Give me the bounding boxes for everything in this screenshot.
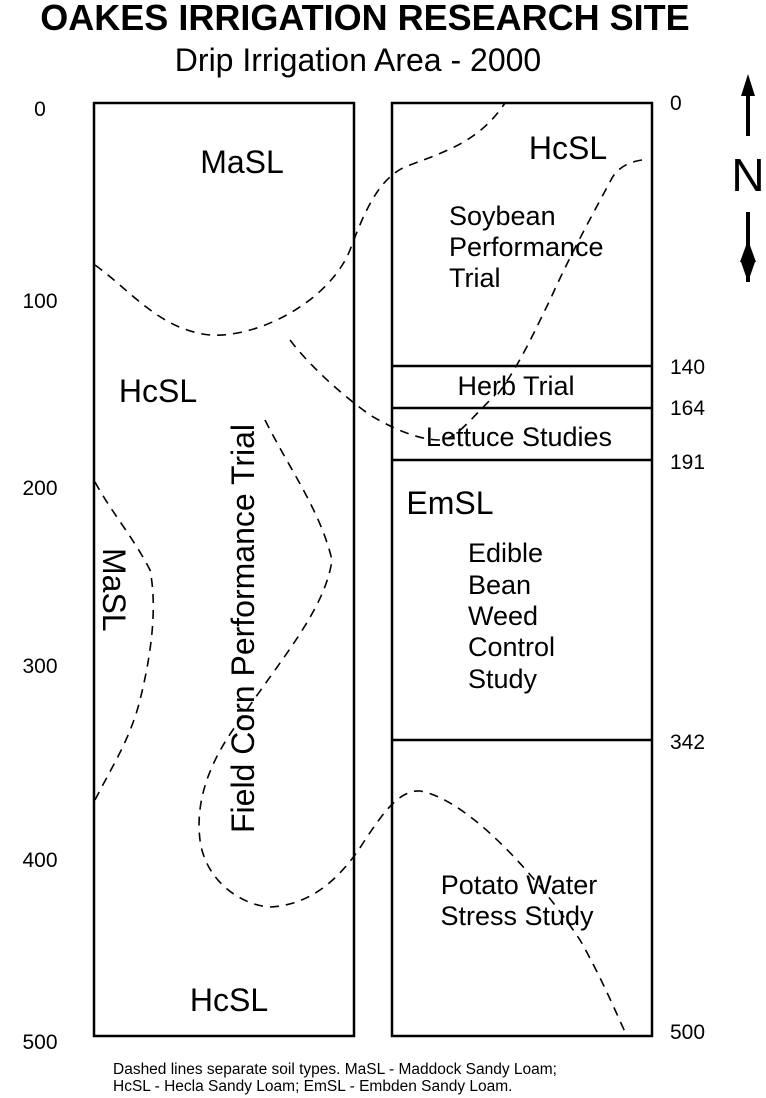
right-tick-191: 191 xyxy=(670,451,706,474)
plot-label-line: Trial xyxy=(449,263,501,293)
soil-label-hcsl-mid: HcSL xyxy=(118,373,198,409)
left-tick-300: 300 xyxy=(22,655,58,678)
plot-label-line: Study xyxy=(468,664,538,694)
right-tick-140: 140 xyxy=(670,356,706,379)
plot-label-line: Bean xyxy=(468,570,532,600)
north-letter: N xyxy=(731,149,765,201)
legend-note-line-1: Dashed lines separate soil types. MaSL - Maddock Sandy Loam; xyxy=(113,1061,557,1078)
soil-boundary-line xyxy=(495,160,642,398)
left-tick-100: 100 xyxy=(22,290,58,313)
north-arrow-icon xyxy=(731,74,764,282)
plot-label-line: Edible xyxy=(468,538,544,568)
right-tick-164: 164 xyxy=(670,397,706,420)
edible-bean-study-label xyxy=(468,538,555,694)
left-tick-500: 500 xyxy=(22,1031,58,1054)
plot-label-line: Performance xyxy=(449,232,604,262)
potato-study-label xyxy=(440,870,597,931)
left-tick-200: 200 xyxy=(22,477,58,500)
left-tick-400: 400 xyxy=(22,849,58,872)
plot-label-line: Potato Water xyxy=(440,870,598,900)
right-tick-500: 500 xyxy=(670,1021,706,1044)
right-tick-0: 0 xyxy=(670,92,682,115)
plot-label-line: Control xyxy=(468,632,556,662)
legend-note-line-2: HcSL - Hecla Sandy Loam; EmSL - Embden Sandy Loam. xyxy=(113,1078,513,1095)
soybean-trial-label xyxy=(449,201,604,293)
soil-boundary-line xyxy=(95,482,153,800)
page-subtitle: Drip Irrigation Area - 2000 xyxy=(174,42,542,78)
soil-label-masl-top: MaSL xyxy=(200,144,284,180)
soil-label-hcsl-right: HcSL xyxy=(528,130,608,166)
soil-label-emsl: EmSL xyxy=(406,485,494,521)
plot-label-line: Soybean xyxy=(449,201,556,231)
left-axis xyxy=(22,98,57,1054)
right-tick-342: 342 xyxy=(670,731,706,754)
page-title: OAKES IRRIGATION RESEARCH SITE xyxy=(40,0,690,38)
herb-trial-label: Herb Trial xyxy=(457,371,575,401)
plot-label-line: Weed xyxy=(468,601,539,631)
left-field-box xyxy=(94,103,354,1036)
right-axis xyxy=(670,92,705,1044)
field-corn-trial-label: Field Corn Performance Trial xyxy=(225,423,261,833)
soil-label-hcsl-bottom: HcSL xyxy=(189,982,269,1018)
lettuce-studies-label: Lettuce Studies xyxy=(425,422,613,452)
plot-label-line: Stress Study xyxy=(440,901,594,931)
soil-boundary-line xyxy=(95,103,505,335)
soil-label-masl-vertical: MaSL xyxy=(96,548,132,632)
left-tick-0: 0 xyxy=(34,98,46,121)
